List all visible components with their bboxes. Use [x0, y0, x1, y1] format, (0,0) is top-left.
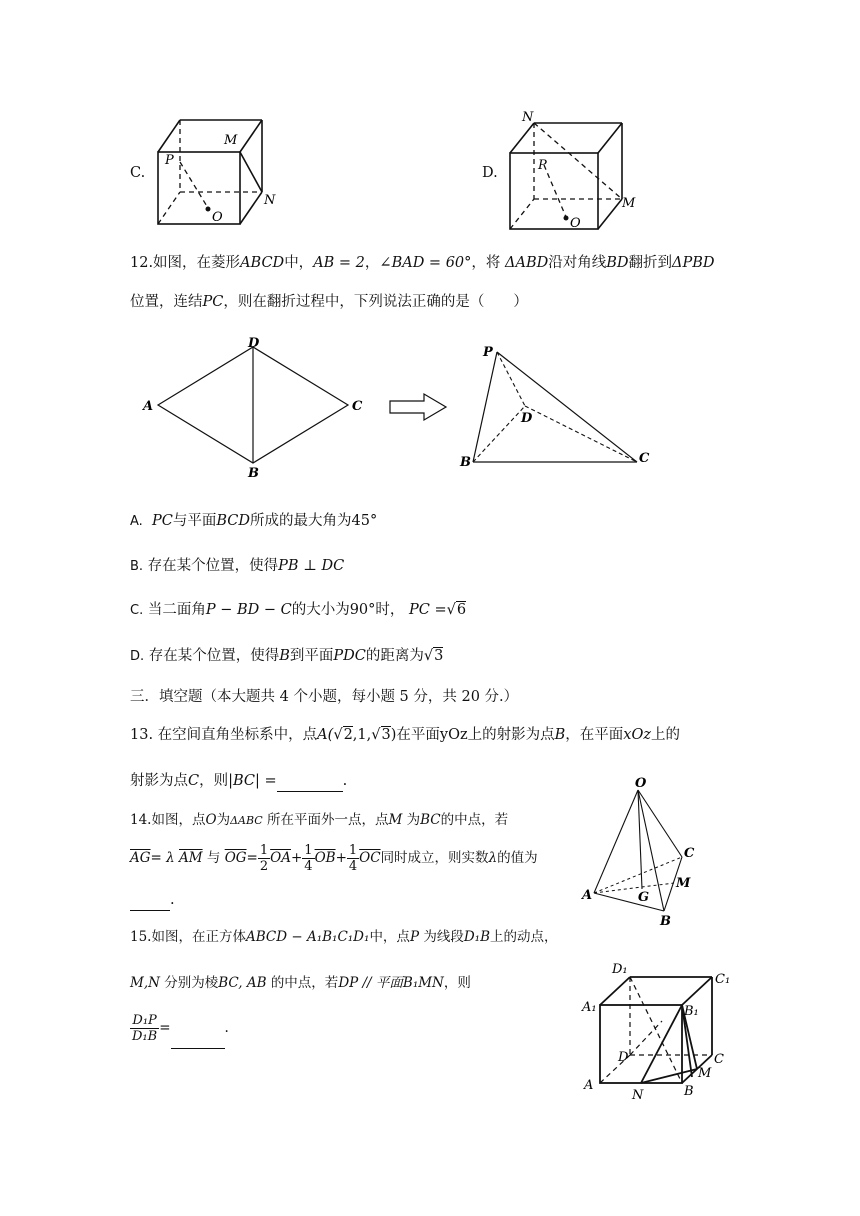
- answer-blank[interactable]: [277, 771, 343, 792]
- label-d: D: [618, 1050, 629, 1065]
- q12-option-d: D. 存在某个位置，使得B到平面PDC的距离为√3: [130, 648, 444, 664]
- label-m: M: [224, 133, 238, 148]
- q12-option-b: B. 存在某个位置，使得PB ⊥ DC: [130, 558, 345, 574]
- answer-blank[interactable]: [130, 890, 170, 911]
- label-m: M: [676, 876, 691, 891]
- section-title: 三．填空题（本大题共 4 个小题，每小题 5 分，共 20 分.）: [130, 689, 519, 705]
- label-b1: B₁: [684, 1004, 699, 1019]
- label-p: P: [165, 153, 174, 168]
- label-o: O: [570, 216, 581, 231]
- label-b: B: [460, 455, 471, 470]
- label-d: D: [521, 411, 533, 426]
- label-a: A: [143, 399, 154, 414]
- label-b: B: [660, 914, 671, 929]
- label-n: N: [264, 193, 276, 208]
- q12-stem-line2: 位置，连结PC，则在翻折过程中，下列说法正确的是（ ）: [130, 294, 528, 310]
- label-a: A: [584, 1078, 594, 1093]
- label-b: B: [248, 466, 259, 480]
- q15-line2: M,N 分别为棱BC, AB 的中点，若DP // 平面B₁MN，则: [130, 975, 471, 991]
- q14-line1: 14.如图，点O为ΔABC 所在平面外一点，点M 为BC的中点，若: [130, 812, 509, 828]
- label-g: G: [638, 890, 650, 905]
- label-o: O: [635, 776, 647, 791]
- label-b: B: [684, 1084, 694, 1099]
- label-c: C: [684, 846, 695, 861]
- label-p: P: [538, 158, 547, 173]
- label-c: C: [352, 399, 363, 414]
- q15-line1: 15.如图，在正方体ABCD − A₁B₁C₁D₁中，点P 为线段D₁B上的动点，: [130, 929, 558, 945]
- arrow-icon: [388, 392, 450, 422]
- label-a: A: [582, 888, 593, 903]
- option-c-label: C.: [130, 165, 146, 181]
- label-o: O: [212, 210, 223, 225]
- q13-line1: 13. 在空间直角坐标系中，点A(√2,1,√3)在平面yOz上的射影为点B，在平面xOz上的: [130, 727, 680, 743]
- q12-stem-line1: 12.如图，在菱形ABCD中，AB = 2，∠BAD = 60°，将 ΔABD沿对角线BD翻折到ΔPBD: [130, 255, 715, 271]
- label-n: N: [522, 110, 534, 125]
- q14-line2: $\overline{AG}= \lambda$ $\overline{AM}$ 与 $\overline{OG}=$ $\frac{1}{2}$ $\overline{OA}+$ $\frac{1}{4}$ $\overline{OB}+$ $\frac{1}{4}$ $\overline{OC}$同时成立，则实数λ的值为: [130, 843, 538, 874]
- q13-line2: 射影为点C，则|BC| = .: [130, 771, 347, 792]
- label-d: D: [248, 336, 260, 351]
- option-d-label: D.: [482, 165, 498, 181]
- q14-line3: .: [130, 890, 175, 911]
- q12-option-c: C. 当二面角P − BD − C的大小为90°时， PC =√6: [130, 602, 467, 618]
- label-a1: A₁: [582, 1000, 597, 1015]
- q12-option-a: A. PC与平面BCD所成的最大角为45°: [130, 513, 378, 529]
- label-c1: C₁: [715, 972, 731, 987]
- label-c: C: [639, 451, 650, 466]
- cube-figure-d: [502, 105, 652, 235]
- q15-line3: $\frac{\text{D₁P}}{\text{D₁B}}$ = .: [130, 1008, 229, 1048]
- label-m: M: [622, 196, 636, 211]
- tetrahedron-figure: [455, 340, 660, 470]
- label-n: N: [632, 1088, 644, 1103]
- cube-figure-q15: [578, 955, 738, 1105]
- cube-figure-c: [150, 112, 290, 232]
- label-p: P: [483, 345, 493, 360]
- label-c: C: [714, 1052, 724, 1067]
- label-d1: D₁: [612, 962, 628, 977]
- rhombus-figure: [138, 335, 368, 480]
- pyramid-figure: [578, 775, 708, 930]
- label-m: M: [698, 1066, 712, 1081]
- answer-blank[interactable]: [171, 1008, 225, 1049]
